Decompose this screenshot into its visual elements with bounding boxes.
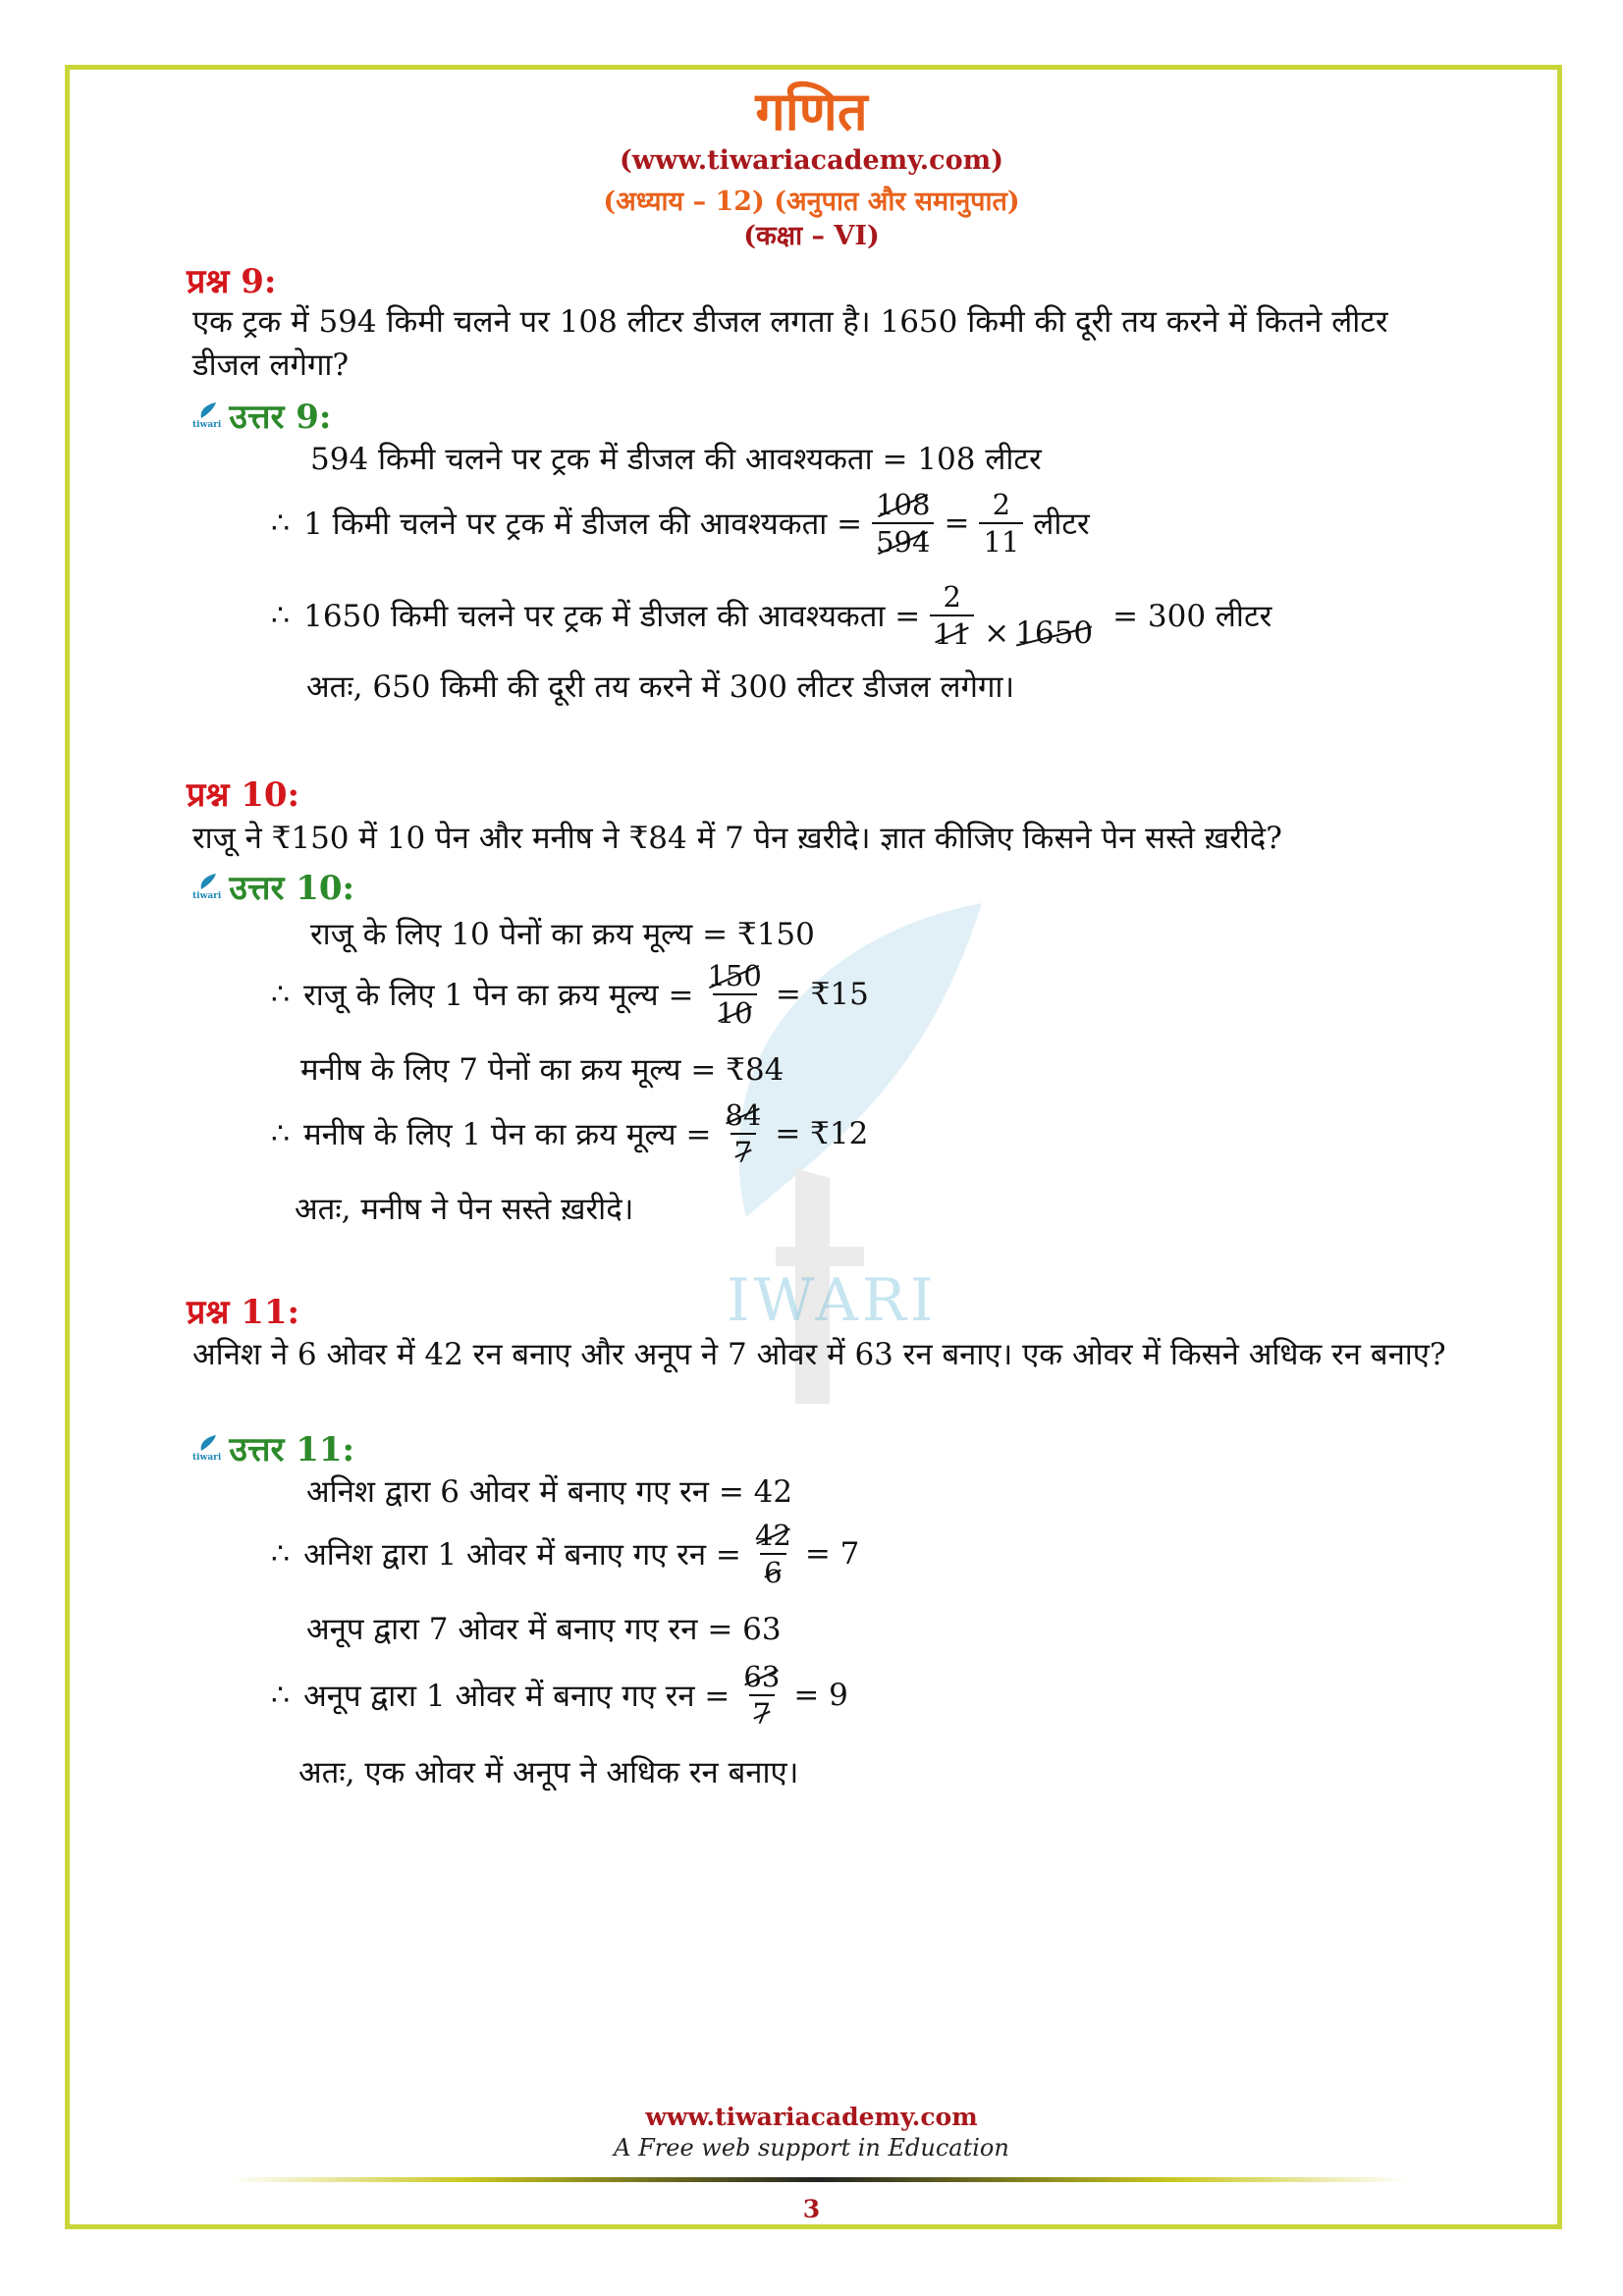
answer-11-line-2 [271,1518,859,1590]
fraction-denominator: 7 [730,1133,756,1170]
page-title: गणित [755,80,868,142]
therefore-symbol: ∴ [271,1116,291,1151]
footer-divider [230,2177,1408,2182]
therefore-symbol: ∴ [271,598,291,633]
answer-9-line-3-text: 1650 किमी चलने पर ट्रक में डीजल की आवश्यकता = [303,599,921,634]
therefore-symbol: ∴ [271,1678,291,1713]
question-11-label: प्रश्न 11: [187,1293,300,1332]
footer-website-link[interactable]: www.tiwariacademy.com [645,2103,978,2131]
fraction-denominator: 7 [749,1694,775,1732]
answer-10-heading [192,864,354,909]
answer-9-line-3 [271,579,1271,652]
answer-11-line-4-text: अनूप द्वारा 1 ओवर में बनाए गए रन = [303,1679,730,1714]
answer-9-label: उत्तर 9: [229,398,332,437]
tiwari-logo-icon: tiwari [192,1434,221,1463]
fraction-denominator: 10 [713,993,757,1031]
fraction [872,487,934,560]
answer-11-line-4 [271,1659,848,1732]
fraction-denominator: 11 [930,614,974,652]
answer-11-line-1: अनिश द्वारा 6 ओवर में बनाए गए रन = 42 [306,1474,793,1510]
fraction-denominator: 594 [872,522,934,560]
answer-11-line-3: अनूप द्वारा 7 ओवर में बनाए गए रन = 63 [306,1612,782,1647]
therefore-symbol: ∴ [271,1536,291,1572]
unit-label: लीटर [1033,507,1090,542]
fraction-numerator: 2 [992,488,1011,521]
page-number: 3 [802,2195,821,2223]
footer-tagline: A Free web support in Education [614,2134,1009,2162]
answer-9-line-2-text: 1 किमी चलने पर ट्रक में डीजल की आवश्यकता = [303,507,863,542]
class-label: (कक्षा – VI) [743,221,880,251]
fraction [703,958,765,1031]
question-10-text: राजू ने ₹150 में 10 पेन और मनीष ने ₹84 में 7 पेन ख़रीदे। ज्ञात कीजिए किसने पेन सस्ते ख़रीदे? [192,821,1282,856]
fraction [739,1659,784,1732]
question-10-label: प्रश्न 10: [187,775,300,815]
question-9-text: एक ट्रक में 594 किमी चलने पर 108 लीटर डीजल लगता है। 1650 किमी की दूरी तय करने में कितने लीटर डीजल लगेगा? [192,304,1388,383]
answer-11-heading [192,1425,354,1470]
therefore-symbol: ∴ [271,506,291,541]
answer-10-line-1: राजू के लिए 10 पेनों का क्रय मूल्य = ₹150 [310,917,815,952]
fraction [930,579,974,652]
answer-9-line-2 [271,487,1090,560]
fraction-numerator: 108 [872,487,934,522]
fraction-numerator: 150 [703,958,765,993]
question-9-label: प्रश्न 9: [187,262,277,301]
tiwari-logo-icon: tiwari [192,401,221,430]
answer-10-line-4 [271,1097,868,1170]
fraction [979,487,1023,560]
fraction-numerator: 84 [721,1097,765,1133]
answer-11-line-2-text: अनिश द्वारा 1 ओवर में बनाए गए रन = [303,1537,741,1573]
result-text: = 9 [793,1678,848,1713]
therefore-symbol: ∴ [271,977,291,1012]
result-text: = ₹15 [775,977,869,1012]
answer-10-line-4-text: मनीष के लिए 1 पेन का क्रय मूल्य = [303,1117,712,1152]
fraction [721,1097,765,1170]
answer-11-label: उत्तर 11: [229,1430,355,1469]
chapter-title: (अध्याय – 12) (अनुपात और समानुपात) [603,187,1020,217]
fraction-denominator: 11 [979,522,1023,560]
answer-10-line-2 [271,958,869,1031]
times-sign: × [984,615,1010,651]
struck-value: 1650 [1015,615,1094,651]
question-11-text: अनिश ने 6 ओवर में 42 रन बनाए और अनूप ने 7 ओवर में 63 रन बनाए। एक ओवर में किसने अधिक रन बनाए? [192,1337,1446,1372]
fraction-numerator: 2 [943,580,961,614]
answer-9-conclusion: अतः, 650 किमी की दूरी तय करने में 300 लीटर डीजल लगेगा। [306,669,1015,705]
watermark-text: IWARI [727,1266,938,1335]
fraction-denominator: 6 [760,1553,785,1590]
answer-11-conclusion: अतः, एक ओवर में अनूप ने अधिक रन बनाए। [298,1755,799,1790]
fraction-numerator: 63 [739,1659,784,1694]
answer-9-line-1: 594 किमी चलने पर ट्रक में डीजल की आवश्यकता = 108 लीटर [310,442,1042,477]
answer-10-label: उत्तर 10: [229,869,355,908]
header-website: (www.tiwariacademy.com) [620,145,1003,176]
answer-10-line-3: मनीष के लिए 7 पेनों का क्रय मूल्य = ₹84 [300,1052,784,1088]
tiwari-logo-icon: tiwari [192,873,221,901]
equals-sign: = [944,506,970,541]
answer-9-heading [192,393,331,438]
answer-10-line-2-text: राजू के लिए 1 पेन का क्रय मूल्य = [303,978,694,1013]
result-text: = ₹12 [775,1116,869,1151]
fraction [751,1518,795,1590]
answer-10-conclusion: अतः, मनीष ने पेन सस्ते ख़रीदे। [295,1192,634,1227]
result-text: = 300 लीटर [1112,599,1272,634]
fraction-numerator: 42 [751,1518,795,1553]
result-text: = 7 [804,1536,860,1572]
